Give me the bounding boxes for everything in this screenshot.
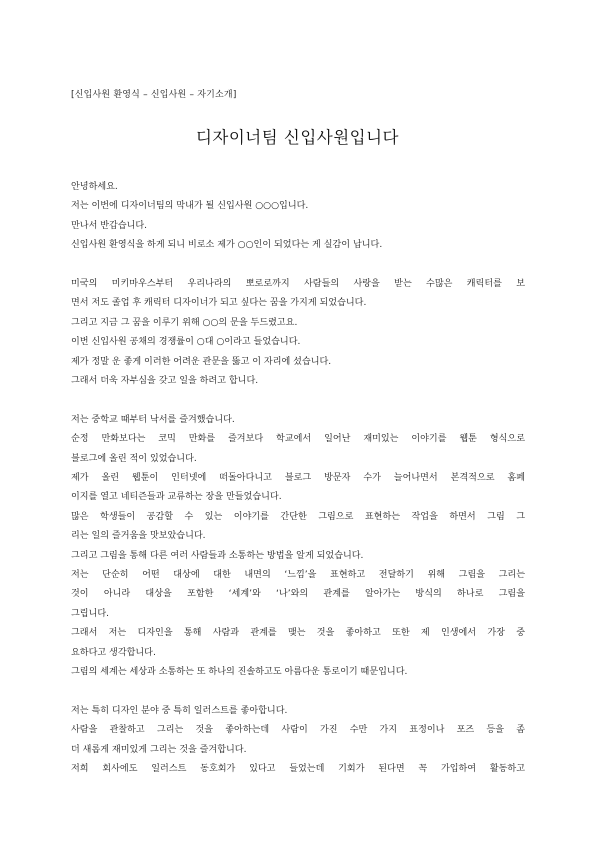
text-line: 더 새롭게 재미있게 그리는 것을 즐겨합니다. [71, 744, 247, 755]
text-line: 이번 신입사원 공채의 경쟁률이 ○대 ○이라고 들었습니다. [71, 337, 301, 348]
document-body [71, 178, 525, 799]
breadcrumb: [신입사원 환영식 – 신입사원 – 자기소개] [71, 90, 237, 100]
text-line: 그리고 그림을 통해 다른 여러 사람들과 소통하는 방법을 알게 되었습니다. [71, 550, 364, 561]
paragraph [71, 275, 525, 391]
text-line: 요하다고 생각합니다. [71, 647, 156, 658]
text-line: 것이 아니라 대상을 포함한 ‘세계’와 ‘나’와의 관계를 알아가는 방식의 하나로 그림을 [71, 589, 525, 600]
text-line: 신입사원 환영식을 하게 되니 비로소 제가 ○○인이 되었다는 게 실감이 납니다. [71, 240, 383, 251]
page-title: 디자이너팀 신입사원입니다 [195, 128, 399, 147]
text-line: 저는 특히 디자인 분야 중 특히 일러스트를 좋아합니다. [71, 705, 288, 716]
paragraph [71, 702, 525, 780]
text-line: 면서 저도 졸업 후 캐릭터 디자이너가 되고 싶다는 꿈을 가지게 되었습니다. [71, 298, 367, 309]
text-line: 리는 일의 즐거움을 맛보았습니다. [71, 531, 206, 542]
text-line: 그림의 세계는 세상과 소통하는 또 하나의 진솔하고도 아름다운 통로이기 때문입니다. [71, 667, 408, 678]
paragraph [71, 411, 525, 683]
text-line: 안녕하세요. [71, 182, 118, 192]
paragraph [71, 178, 525, 256]
text-line: 그립니다. [71, 608, 110, 619]
text-line: 그래서 더욱 자부심을 갖고 일을 하려고 합니다. [71, 376, 259, 387]
text-line: 저는 이번에 디자이너팀의 막내가 될 신입사원 ○○○입니다. [71, 201, 309, 212]
text-line: 만나서 반갑습니다. [71, 220, 148, 231]
text-line: 미국의 미키마우스부터 우리나라의 뽀로로까지 사람들의 사랑을 받는 수많은 캐릭터를 보 [71, 279, 525, 290]
text-line: 제가 정말 운 좋게 이러한 어려운 관문을 뚫고 이 자리에 섰습니다. [71, 356, 332, 367]
text-line: 블로그에 올린 적이 있었습니다. [71, 453, 197, 464]
text-line: 저는 단순히 어떤 대상에 대한 내면의 ‘느낌’을 표현하고 전달하기 위해 그림을 그리는 [71, 570, 525, 581]
text-line: 순정 만화보다는 코믹 만화를 즐겨보다 학교에서 일어난 재미있는 이야기를 웹툰 형식으로 [71, 434, 525, 445]
text-line: 많은 학생들이 공감할 수 있는 이야기를 간단한 그림으로 표현하는 작업을 하면서 그림 그 [71, 511, 525, 522]
text-line: 그리고 지금 그 꿈을 이루기 위해 ○○의 문을 두드렸고요. [71, 317, 298, 328]
text-line: 제가 올린 웹툰이 인터넷에 떠돌아다니고 블로그 방문자 수가 늘어나면서 본격적으로 홈페 [71, 473, 525, 484]
text-line: 이지를 열고 네티즌들과 교류하는 장을 만들었습니다. [71, 492, 282, 503]
text-line: 그래서 저는 디자인을 통해 사람과 관계를 맺는 것을 좋아하고 또한 제 인생에서 가장 중 [71, 628, 525, 639]
text-line: 사람을 관찰하고 그리는 것을 좋아하는데 사람이 가진 수만 가지 표정이나 포즈 등을 좀 [71, 725, 525, 736]
text-line: 저희 회사에도 일러스트 동호회가 있다고 들었는데 기회가 된다면 꼭 가입하여 활동하고 [71, 764, 525, 775]
text-line: 저는 중학교 때부터 낙서를 즐겨했습니다. [71, 414, 235, 425]
